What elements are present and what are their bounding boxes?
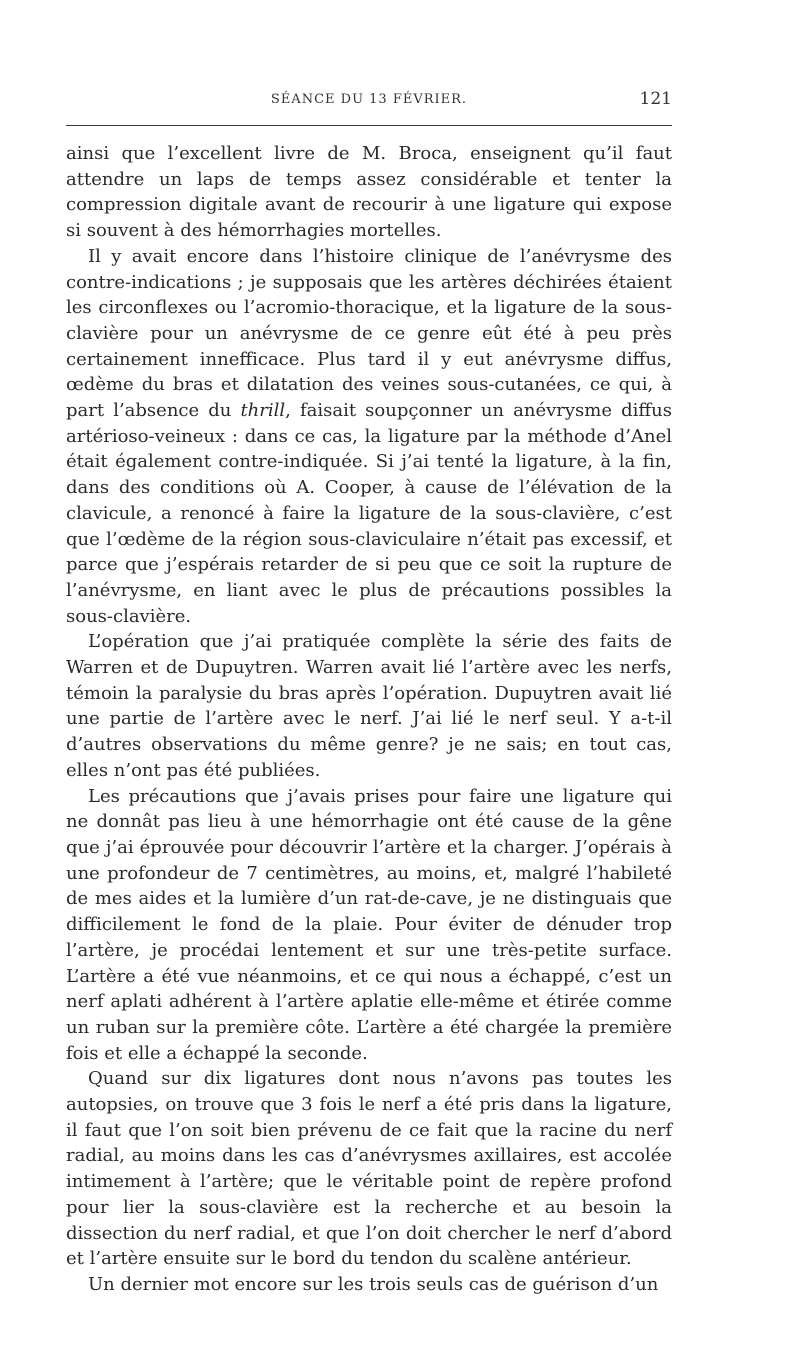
paragraph-2-emphasis: thrill <box>240 400 286 422</box>
running-head: SÉANCE DU 13 FÉVRIER. <box>270 92 468 107</box>
paragraph-6 <box>66 1272 672 1298</box>
paragraph-2-text: Il y avait encore dans l’histoire clinique de l’anévrysme des contre-indications ; je supposais que les artères déchirées étaient les circonflexes ou l’acromio-thoracique, et la ligature de la sous-clavière pour un anévrysme de ce genre eût été à peu près certainement innefficace. Plus tard il y eut anévrysme diffus, œdème du bras et dilatation des veines sous-cutanées, ce qui, à part l’absence du <box>66 245 672 422</box>
paragraph-4-text: Les précautions que j’avais prises pour faire une ligature qui ne donnât pas lieu à une hémorrhagie ont été cause de la gêne que j’ai éprouvée pour découvrir l’artère et la charger. J’opérais à une profondeur de 7 centimètres, au moins, et, malgré l’habileté de mes aides et la lumière d’un rat-de-cave, je ne distinguais que difficilement le fond de la plaie. Pour éviter de dénuder trop l’artère, je procédai lentement et sur une très-petite surface. L’artère a été vue néanmoins, et ce qui nous a échappé, c’est un nerf aplati adhérent à l’artère aplatie elle-même et étirée comme un ruban sur la première côte. L’artère a été chargée la première fois et elle a échappé la seconde. <box>66 785 672 1064</box>
paragraph-2 <box>66 244 672 630</box>
page-header <box>66 86 672 116</box>
paragraph-3-text: L’opération que j’ai pratiquée complète la série des faits de Warren et de Dupuytren. Warren avait lié l’artère avec les nerfs, témoin la paralysie du bras après l’opération. Dupuytren avait lié une partie de l’artère avec le nerf. J’ai lié le nerf seul. Y a-t-il d’autres observations du même genre? je ne sais; en tout cas, elles n’ont pas été publiées. <box>66 631 672 781</box>
paragraph-5-text: Quand sur dix ligatures dont nous n’avons pas toutes les autopsies, on trouve que 3 fois le nerf a été pris dans la ligature, il faut que l’on soit bien prévenu de ce fait que la racine du nerf radial, au moins dans les cas d’anévrysmes axillaires, est accolée intimement à l’artère; que le véritable point de repère profond pour lier la sous-clavière est la recherche et au besoin la dissection du nerf radial, et que l’on doit chercher le nerf d’abord et l’artère ensuite sur le bord du tendon du scalène antérieur. <box>66 1068 672 1270</box>
paragraph-1-text: ainsi que l’excellent livre de M. Broca, enseignent qu’il faut attendre un laps de temps assez considérable et tenter la compression digitale avant de recourir à une ligature qui expose si souvent à des hémorrhagies mortelles. <box>66 143 672 242</box>
paragraph-4 <box>66 784 672 1067</box>
paragraph-2-text-after: , faisait soupçonner un anévrysme diffus artérioso-veineux : dans ce cas, la ligature par la méthode d’Anel était également contre-indiquée. Si j’ai tenté la ligature, à la fin, dans des conditions où A. Cooper, à cause de l’élévation de la clavicule, a renoncé à faire la ligature de la sous-clavière, c’est que l’œdème de la région sous-claviculaire n’était pas excessif, et parce que j’espérais retarder de si peu que ce soit la rupture de l’anévrysme, en liant avec le plus de précautions possibles la sous-clavière. <box>66 400 672 627</box>
paragraph-5 <box>66 1066 672 1272</box>
paragraph-6-text: Un dernier mot encore sur les trois seuls cas de guérison d’un <box>88 1273 659 1295</box>
header-rule <box>66 125 672 126</box>
body-text <box>66 141 672 1298</box>
paragraph-1 <box>66 141 672 244</box>
page-number: 121 <box>639 89 672 109</box>
paragraph-3 <box>66 629 672 783</box>
